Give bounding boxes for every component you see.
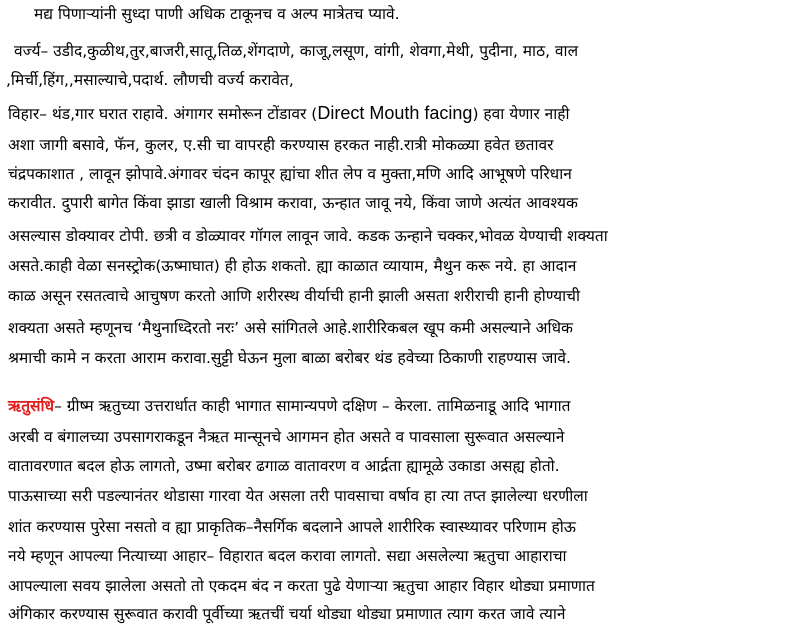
rutusandhi-line-2: अरबी व बंगालच्या उपसागराकडून नैऋत मान्सूनचे आगमन होत असते व पावसाला सुरूवात असल्याने (8, 428, 565, 446)
varjya-line-1 (14, 41, 578, 61)
varjya-text-1: उडीद,कुळीथ,तुर,बाजरी,सातू,तिळ,शेंगदाणे, काजू,लसूण, वांगी, शेवगा,मेथी, पुदीना, माठ, वाल (48, 42, 579, 60)
rutusandhi-line-3: वातावरणात बदल होऊ लागतो, उष्मा बरोबर ढगाळ वातावरण व आर्द्रता ह्यामूळे उकाडा असह्य होतो. (8, 457, 560, 475)
rutusandhi-text-1: – ग्रीष्म ऋतुच्या उत्तरार्धात काही भागात सामान्यपणे दक्षिण – केरला. तामिळनाडू आदि भागात (54, 397, 571, 415)
rutusandhi-heading: ऋतुसंधि (8, 397, 55, 415)
rutusandhi-line-5: शांत करण्यास पुरेसा नसतो व ह्या प्राकृतिक–नैसर्गिक बदलाने आपले शारीरिक स्वास्थ्यावर परिणाम होऊ (8, 518, 576, 536)
intro-line: मद्य पिणाऱ्यांनी सुध्दा पाणी अधिक टाकूनच व अल्प मात्रेतच प्यावे. (34, 5, 400, 23)
varjya-label: वर्ज्य– (14, 42, 49, 60)
rutusandhi-line-1 (8, 396, 570, 416)
vihar-line-3: चंद्रपकाशात , लावून झोपावे.अंगावर चंदन कापूर ह्यांचा शीत लेप व मुक्ता,मणि आदि आभूषणे परिधान (8, 165, 572, 183)
vihar-line-9: श्रमाची कामे न करता आराम करावा.सुट्टी घेऊन मुला बाळा बरोबर थंड हवेच्या ठिकाणी राहण्यास जावे. (8, 349, 571, 367)
rutusandhi-line-6: नये म्हणून आपल्या नित्याच्या आहार– विहारात बदल करावा लागतो. सद्या असलेल्या ऋतुचा आहाराचा (8, 547, 567, 565)
vihar-line-5: असल्यास डोक्यावर टोपी. छत्री व डोळ्यावर गॉगल लावून जावे. कडक ऊन्हाने चक्कर,भोवळ येण्याची शक्यता (8, 227, 608, 245)
vihar-line-1 (8, 103, 570, 124)
vihar-line-6: असते.काही वेळा सनस्ट्रोक(ऊष्माघात) ही होऊ शकतो. ह्या काळात व्यायाम, मैथुन करू नये. हा आदान (8, 257, 577, 275)
vihar-text-1b: ) हवा येणार नाही (472, 105, 570, 123)
vihar-english-phrase: Direct Mouth facing (317, 103, 473, 123)
vihar-line-2: अशा जागी बसावे, फॅन, कुलर, ए.सी चा वापरही करण्यास हरकत नाही.रात्री मोकळ्या हवेत छतावर (8, 136, 554, 154)
vihar-line-8: शक्यता असते म्हणूनच ‘मैथुनाध्दिरतो नरः’ असे सांगितले आहे.शारीरिकबल खूप कमी असल्याने अधिक (8, 319, 573, 337)
vihar-text-1a: विहार– थंड,गार घरात राहावे. अंगागर समोरून टोंडावर ( (8, 105, 318, 123)
vihar-line-4: करावीत. दुपारी बागेत किंवा झाडा खाली विश्राम करावा, ऊन्हात जावू नये, किंवा जाणे अत्यंत आवश्यक (8, 194, 578, 212)
varjya-line-2: ,मिर्ची,हिंग,,मसाल्याचे,पदार्थ. लौणची वर्ज्य करावेत, (6, 71, 294, 89)
rutusandhi-line-4: पाऊसाच्या सरी पडल्यानंतर थोडासा गारवा येत असला तरी पावसाचा वर्षाव हा त्या तप्त झालेल्या धरणीला (8, 487, 588, 505)
rutusandhi-line-7: आपल्याला सवय झालेला असतो तो एकदम बंद न करता पुढे येणाऱ्या ऋतुचा आहार विहार थोड्या प्रमाणात (8, 577, 595, 595)
vihar-line-7: काळ असून रसतत्वाचे आचुषण करतो आणि शरीरस्थ वीर्याची हानी झाली असता शरीराची हानी होण्याची (8, 287, 580, 305)
rutusandhi-line-8: अंगिकार करण्यास सुरूवात करावी पूर्वीच्या ऋतचीं चर्या थोड्या थोड्या प्रमाणात त्याग करत जावे त्याने (8, 605, 566, 623)
